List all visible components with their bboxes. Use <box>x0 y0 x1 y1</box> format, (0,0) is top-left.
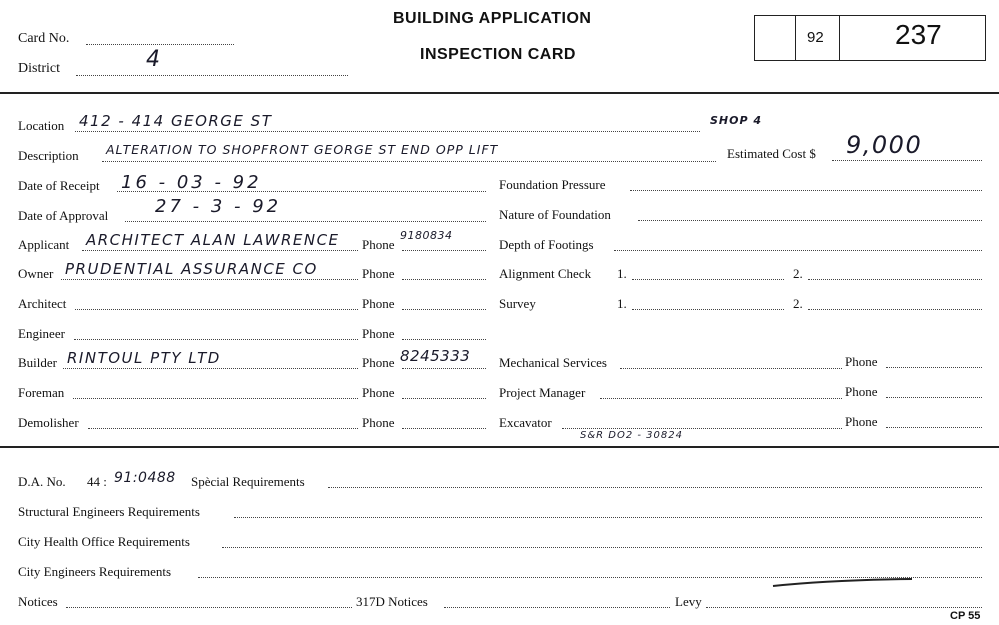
district-value: 4 <box>146 47 162 72</box>
demolisher-label: Demolisher <box>18 415 79 430</box>
foreman-label: Foreman <box>18 385 65 400</box>
rule-top <box>0 92 999 94</box>
survey-1: 1. <box>617 296 627 311</box>
applicant-phone-line <box>402 250 486 251</box>
foundation-pressure-line <box>630 190 982 191</box>
description-line <box>102 161 716 162</box>
mechanical-services-phone-label: Phone <box>845 354 878 369</box>
demolisher-line <box>88 428 358 429</box>
foreman-phone-label: Phone <box>362 385 395 400</box>
location-label: Location <box>18 118 65 133</box>
owner-line <box>61 279 358 280</box>
depth-of-footings-label: Depth of Footings <box>499 237 594 252</box>
demolisher-phone-label: Phone <box>362 415 395 430</box>
builder-phone-value: 8245333 <box>400 347 471 365</box>
form-title-line2: INSPECTION CARD <box>420 46 576 63</box>
survey-label: Survey <box>499 296 536 311</box>
notices-317d-line <box>444 607 670 608</box>
alignment-check-line-2 <box>808 279 982 280</box>
rule-middle <box>0 446 999 448</box>
project-manager-line <box>600 398 842 399</box>
city-health-line <box>222 547 982 548</box>
district-line <box>76 75 348 76</box>
notices-line <box>66 607 352 608</box>
excavator-phone-label: Phone <box>845 414 878 429</box>
city-health-label: City Health Office Requirements <box>18 534 190 549</box>
estimated-cost-label: Estimated Cost $ <box>727 146 816 161</box>
demolisher-phone-line <box>402 428 486 429</box>
shop-note: SHOP 4 <box>710 114 763 127</box>
nature-of-foundation-label: Nature of Foundation <box>499 207 611 222</box>
estimated-cost-line <box>832 160 982 161</box>
applicant-value: ARCHITECT ALAN LAWRENCE <box>86 231 340 249</box>
notices-label: Notices <box>18 594 58 609</box>
nature-of-foundation-line <box>638 220 982 221</box>
architect-label: Architect <box>18 296 67 311</box>
owner-phone-label: Phone <box>362 266 395 281</box>
depth-of-footings-line <box>614 250 982 251</box>
applicant-line <box>82 250 358 251</box>
date_receipt-label: Date of Receipt <box>18 178 100 193</box>
structural-engineers-line <box>234 517 982 518</box>
da-no-value: 91:0488 <box>114 470 176 486</box>
applicant-label: Applicant <box>18 237 70 252</box>
engineer-phone-label: Phone <box>362 326 395 341</box>
date_approval-line <box>125 221 486 222</box>
district-label: District <box>18 61 60 76</box>
survey-2: 2. <box>793 296 803 311</box>
architect-line <box>75 309 358 310</box>
location-value: 412 - 414 GEORGE ST <box>79 112 273 130</box>
alignment-check-line-1 <box>632 279 784 280</box>
da-no-label: D.A. No. <box>18 474 66 489</box>
survey-line-2 <box>808 309 982 310</box>
special-requirements-line <box>328 487 982 488</box>
builder-value: RINTOUL PTY LTD <box>67 349 221 367</box>
project-manager-phone-label: Phone <box>845 384 878 399</box>
foreman-phone-line <box>402 398 486 399</box>
foreman-line <box>73 398 358 399</box>
form-code: CP 55 <box>950 610 981 622</box>
levy-pen-stroke <box>770 576 915 590</box>
alignment-check-1: 1. <box>617 266 627 281</box>
architect-phone-line <box>402 309 486 310</box>
excavator-line <box>562 428 842 429</box>
card-no-label: Card No. <box>18 31 70 46</box>
card-number-box <box>754 15 986 61</box>
builder-phone-label: Phone <box>362 355 395 370</box>
card-no-line <box>86 44 234 45</box>
mechanical-services-phone-line <box>886 367 982 368</box>
builder-label: Builder <box>18 355 57 370</box>
card-number: 237 <box>895 19 942 50</box>
survey-line-1 <box>632 309 784 310</box>
excavator-note: S&R DO2 - 30824 <box>580 430 683 441</box>
description-label: Description <box>18 148 79 163</box>
project-manager-label: Project Manager <box>499 385 586 400</box>
date_approval-value: 27 - 3 - 92 <box>155 196 282 217</box>
engineer-line <box>74 339 358 340</box>
form-title-line1: BUILDING APPLICATION <box>393 10 592 27</box>
levy-label: Levy <box>675 594 702 609</box>
da-no-prefix: 44 : <box>87 474 107 489</box>
builder-phone-line <box>402 368 486 369</box>
card-year: 92 <box>807 29 824 46</box>
date_receipt-value: 16 - 03 - 92 <box>121 172 262 193</box>
owner-value: PRUDENTIAL ASSURANCE CO <box>65 260 318 278</box>
city-engineers-label: City Engineers Requirements <box>18 564 172 579</box>
alignment-check-2: 2. <box>793 266 803 281</box>
excavator-phone-line <box>886 427 982 428</box>
applicant-phone-value: 9180834 <box>400 229 453 242</box>
engineer-phone-line <box>402 339 486 340</box>
alignment-check-label: Alignment Check <box>499 266 592 281</box>
project-manager-phone-line <box>886 397 982 398</box>
notices-317d-label: 317D Notices <box>356 594 428 609</box>
description-value: ALTERATION TO SHOPFRONT GEORGE ST END OPP LIFT <box>106 142 499 157</box>
special-requirements-label: Spècial Requirements <box>191 474 305 489</box>
engineer-label: Engineer <box>18 326 65 341</box>
applicant-phone-label: Phone <box>362 237 395 252</box>
mechanical-services-line <box>620 368 842 369</box>
mechanical-services-label: Mechanical Services <box>499 355 607 370</box>
date_approval-label: Date of Approval <box>18 208 109 223</box>
levy-line <box>706 607 982 608</box>
structural-engineers-label: Structural Engineers Requirements <box>18 504 200 519</box>
excavator-label: Excavator <box>499 415 552 430</box>
foundation-pressure-label: Foundation Pressure <box>499 177 606 192</box>
builder-line <box>63 368 358 369</box>
owner-phone-line <box>402 279 486 280</box>
owner-label: Owner <box>18 266 54 281</box>
estimated-cost-value: 9,000 <box>846 131 923 159</box>
location-line <box>75 131 700 132</box>
architect-phone-label: Phone <box>362 296 395 311</box>
